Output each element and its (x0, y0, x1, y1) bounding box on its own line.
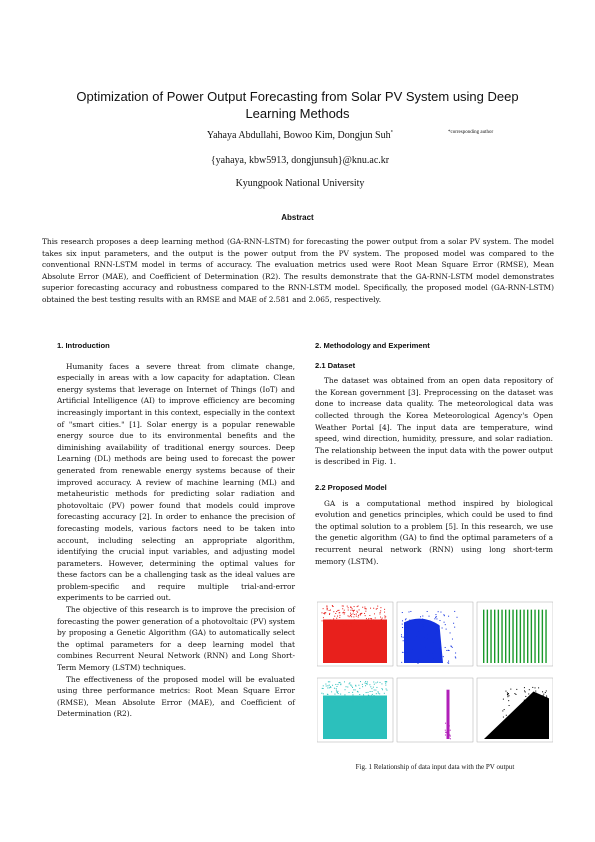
dataset-paragraph: The dataset was obtained from an open data repository of the Korean government [3]. Preprocessing on the dataset was done to increase data quality. The meteorological data was collected through the Korea Meteorological Agency's Open Weather Portal [4]. The input data are temperature, wind speed, wind direction, humidity, pressure, and solar radiation. The relationship between the input data with the power output is described in Fig. 1. (315, 376, 553, 467)
corresponding-mark: * (390, 130, 394, 136)
methods-heading: 2. Methodology and Experiment (315, 341, 430, 350)
figure-panel-5 (397, 678, 473, 742)
figure-1-caption: Fig. 1 Relationship of data input data with the PV output (355, 763, 515, 771)
proposed-model-paragraph: GA is a computational method inspired by biological evolution and genetics principles, which could be used to find the optimal solution to a problem [5]. In this research, we use the genetic algorithm (GA) to find the optimal parameters of a recurrent neural network (RNN) using long short-term memory (LSTM). (315, 498, 553, 566)
intro-paragraph-3: The effectiveness of the proposed model will be evaluated using three performance metrics: Root Mean Square Error (RMSE), Mean Absolute Error (MAE), and Coefficient of Determination (R2). (57, 674, 295, 719)
intro-heading: 1. Introduction (57, 341, 110, 350)
intro-paragraph-1: Humanity faces a severe threat from climate change, especially in areas with a low capacity for adaptation. Clean energy systems that leverage on Internet of Things (IoT) and Artificial Intelligence (AI) to improve efficiency are becoming increasingly important in this context, especially in the context of "smart cities." [1]. Solar energy is a popular renewable energy source due to its environmental benefits and the diminishing availability of traditional energy sources. Deep Learning (DL) methods are being used to forecast the power generated from renewable energy systems because of their improved accuracy. A review of machine learning (ML) and metaheuristic methods for predicting solar radiation and photovoltaic (PV) power found that models could improve forecasting accuracy [2]. In order to enhance the precision of forecasting models, various factors need to be taken into account, including selecting an appropriate algorithm, identifying the crucial input variables, and adjusting model parameters. However, determining the optimal values for these factors can be a challenging task as the ideal values are problem-specific and require multiple trial-and-error experiments to be carried out. (57, 361, 295, 603)
dataset-heading: 2.1 Dataset (315, 360, 356, 370)
affiliation: Kyungpook National University (235, 178, 365, 189)
paper-title: Optimization of Power Output Forecasting from Solar PV System using Deep Learning Methods (76, 89, 519, 121)
abstract-heading: Abstract (281, 213, 314, 222)
figure-panel-3 (477, 602, 553, 666)
author-names: Yahaya Abdullahi, Bowoo Kim, Dongjun Suh (206, 130, 391, 141)
figure-1-scatter-grid (317, 596, 553, 744)
author-emails: {yahaya, kbw5913, dongjunsuh}@knu.ac.kr (210, 155, 390, 166)
right-column (315, 340, 553, 567)
corresponding-author-note: *corresponding author (448, 130, 494, 135)
authors (150, 130, 450, 141)
abstract-body: This research proposes a deep learning method (GA-RNN-LSTM) for forecasting the power output from a solar PV system. The model takes six input parameters, and the output is the power output from the PV system. The proposed model was compared to the conventional RNN-LSTM model in terms of accuracy. The evaluation metrics used were Root Mean Square Error (RMSE), Mean Absolute Error (MAE), and Coefficient of Determination (R2). The results demonstrate that the GA-RNN-LSTM model demonstrates superior forecasting accuracy and robustness compared to the RNN-LSTM model. Specifically, the proposed model (GA-RNN-LSTM) obtained the best testing results with an RMSE and MAE of 2.581 and 2.065, respectively. (42, 237, 554, 304)
proposed-model-heading: 2.2 Proposed Model (315, 482, 387, 492)
left-column (57, 340, 295, 720)
intro-paragraph-2: The objective of this research is to improve the precision of forecasting the power generation of a photovoltaic (PV) system by proposing a Genetic Algorithm (GA) to automatically select the optimal parameters for a deep learning model that combines Recurrent Neural Network (RNN) and Long Short-Term Memory (LSTM) techniques. (57, 605, 295, 673)
